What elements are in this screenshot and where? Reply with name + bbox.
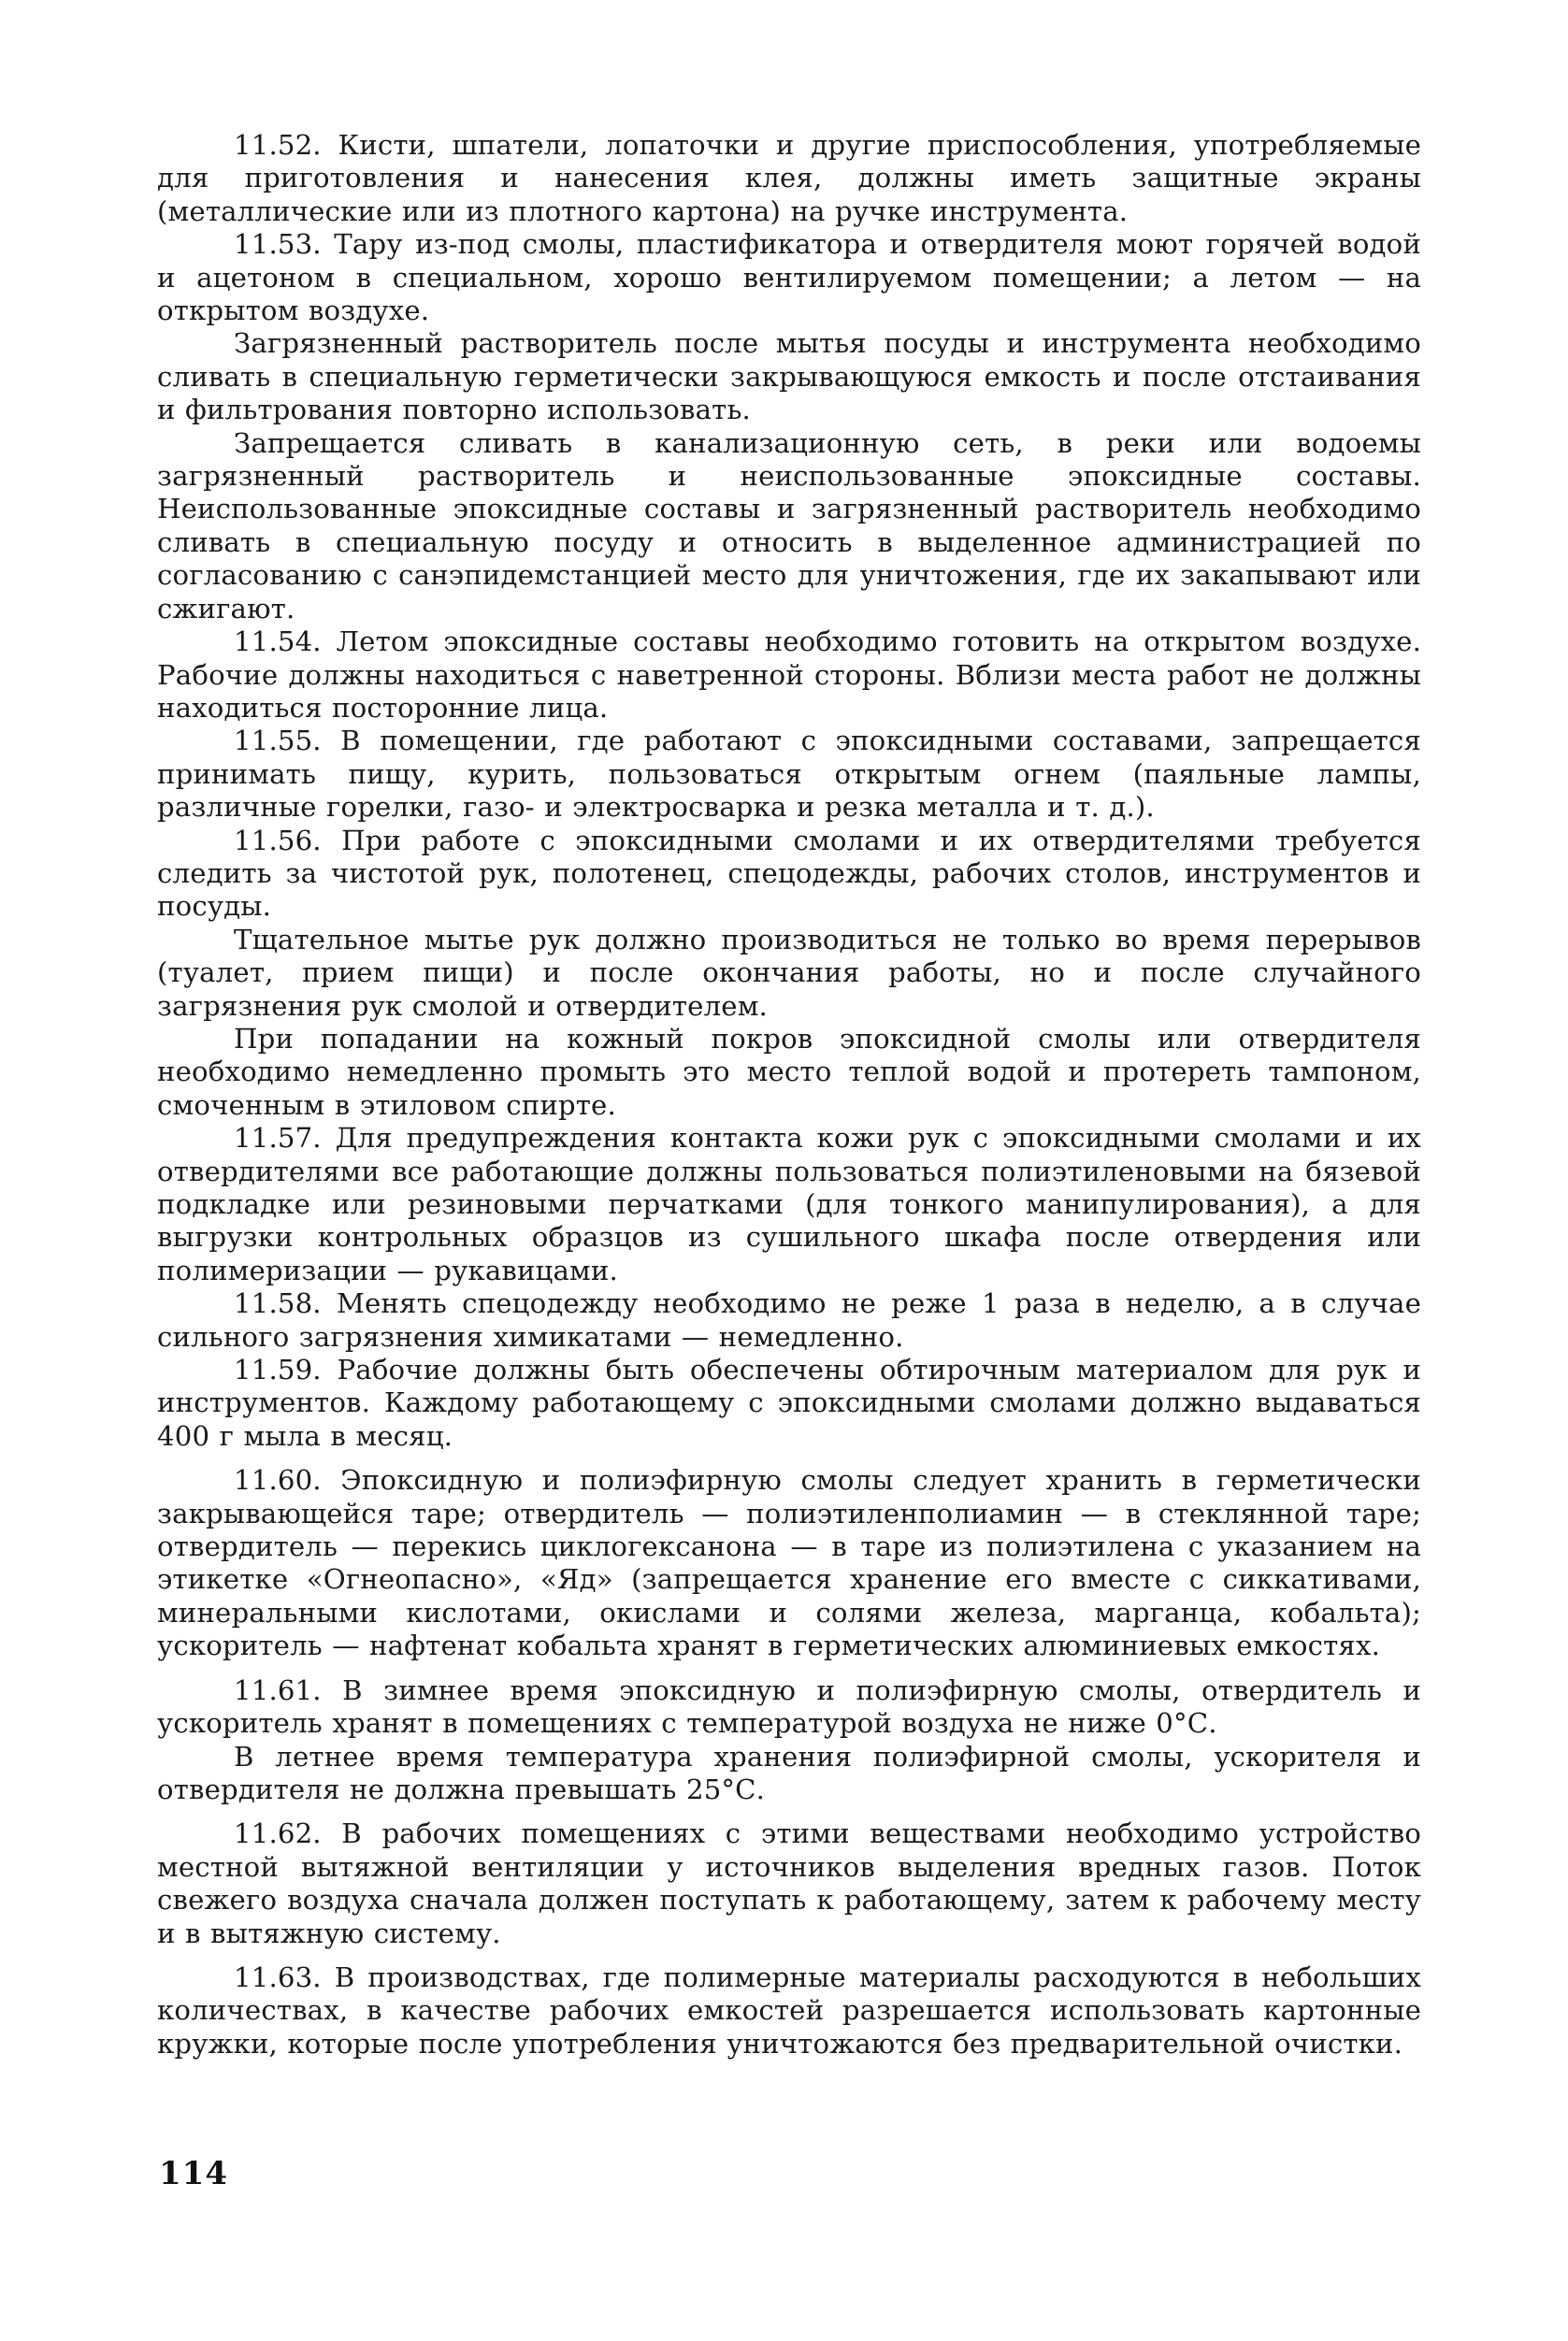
paragraph-11-56-hand-washing: Тщательное мытье рук должно производиться не только во время перерывов (туалет, прием пищи) и после окончания работы, но и после случайного загрязнения рук смолой и отвердителем.	[157, 923, 1421, 1022]
paragraph-11-63: 11.63. В производствах, где полимерные материалы расходуются в небольших количествах, в качестве рабочих емкостей разрешается использовать картонные кружки, которые после употребления уничтожаются без предварительной очистки.	[157, 1960, 1421, 2060]
paragraph-11-61: 11.61. В зимнее время эпоксидную и полиэфирную смолы, отвердитель и ускоритель хранят в помещениях с температурой воздуха не ниже 0°С.	[157, 1673, 1421, 1740]
paragraph-11-57: 11.57. Для предупреждения контакта кожи рук с эпоксидными смолами и их отвердителями все работающие должны пользоваться полиэтиленовыми на бязевой подкладке или резиновыми перчатками (для тонкого манипулирования), а для выгрузки контрольных образцов из сушильного шкафа после отвердения или полимеризации — рукавицами.	[157, 1122, 1421, 1286]
paragraph-11-53: 11.53. Тару из-под смолы, пластификатора и отвердителя моют горячей водой и ацетоном в специальном, хорошо вентилируемом помещении; а летом — на открытом воздухе.	[157, 228, 1421, 327]
paragraph-11-61-summer-storage: В летнее время температура хранения полиэфирной смолы, ускорителя и отвердителя не должна превышать 25°С.	[157, 1740, 1421, 1805]
paragraph-11-60: 11.60. Эпоксидную и полиэфирную смолы следует хранить в герметически закрывающейся таре; отвердитель — полиэтиленполиамин — в стеклянной таре; отвердитель — перекись циклогексанона — в таре из полиэтилена с указанием на этикетке «Огнеопасно», «Яд» (запрещается хранение его вместе с сиккативами, минеральными кислотами, окислами и солями железа, марганца, кобальта); ускоритель — нафтенат кобальта хранят в герметических алюминиевых емкостях.	[157, 1464, 1421, 1662]
paragraph-11-56: 11.56. При работе с эпоксидными смолами и их отвердителями требуется следить за чистотой рук, полотенец, спецодежды, рабочих столов, инструментов и посуды.	[157, 824, 1421, 923]
paragraph-11-59: 11.59. Рабочие должны быть обеспечены обтирочным материалом для рук и инструментов. Каждому работающему с эпоксидными смолами должно выдаваться 400 г мыла в месяц.	[157, 1354, 1421, 1452]
paragraph-11-58: 11.58. Менять спецодежду необходимо не реже 1 раза в неделю, а в случае сильного загрязнения химикатами — немедленно.	[157, 1287, 1421, 1353]
paragraph-11-55: 11.55. В помещении, где работают с эпоксидными составами, запрещается принимать пищу, курить, пользоваться открытым огнем (паяльные лампы, различные горелки, газо- и электросварка и резка металла и т. д.).	[157, 725, 1421, 824]
paragraph-11-53-solvent-collection: Загрязненный растворитель после мытья посуды и инструмента необходимо сливать в специальную герметически закрывающуюся емкость и после отстаивания и фильтрования повторно использовать.	[157, 327, 1421, 426]
paragraph-11-52: 11.52. Кисти, шпатели, лопаточки и другие приспособления, употребляемые для приготовления и нанесения клея, должны иметь защитные экраны (металлические или из плотного картона) на ручке инструмента.	[157, 129, 1421, 227]
paragraph-11-54: 11.54. Летом эпоксидные составы необходимо готовить на открытом воздухе. Рабочие должны находиться с наветренной стороны. Вблизи места работ не должны находиться посторонние лица.	[157, 625, 1421, 724]
paragraph-11-62: 11.62. В рабочих помещениях с этими веществами необходимо устройство местной вытяжной вентиляции у источников выделения вредных газов. Поток свежего воздуха сначала должен поступать к работающему, затем к рабочему месту и в вытяжную систему.	[157, 1817, 1421, 1949]
paragraph-11-53-disposal-prohibition: Запрещается сливать в канализационную сеть, в реки или водоемы загрязненный растворитель и неиспользованные эпоксидные составы. Неиспользованные эпоксидные составы и загрязненный растворитель необходимо сливать в специальную посуду и относить в выделенное администрацией по согласованию с санэпидемстанцией место для уничтожения, где их закапывают или сжигают.	[157, 426, 1421, 625]
page-number: 114	[159, 2155, 228, 2192]
page-body	[157, 129, 1421, 2061]
paragraph-11-56-skin-contact: При попадании на кожный покров эпоксидной смолы или отвердителя необходимо немедленно промыть это место теплой водой и протереть тампоном, смоченным в этиловом спирте.	[157, 1022, 1421, 1121]
